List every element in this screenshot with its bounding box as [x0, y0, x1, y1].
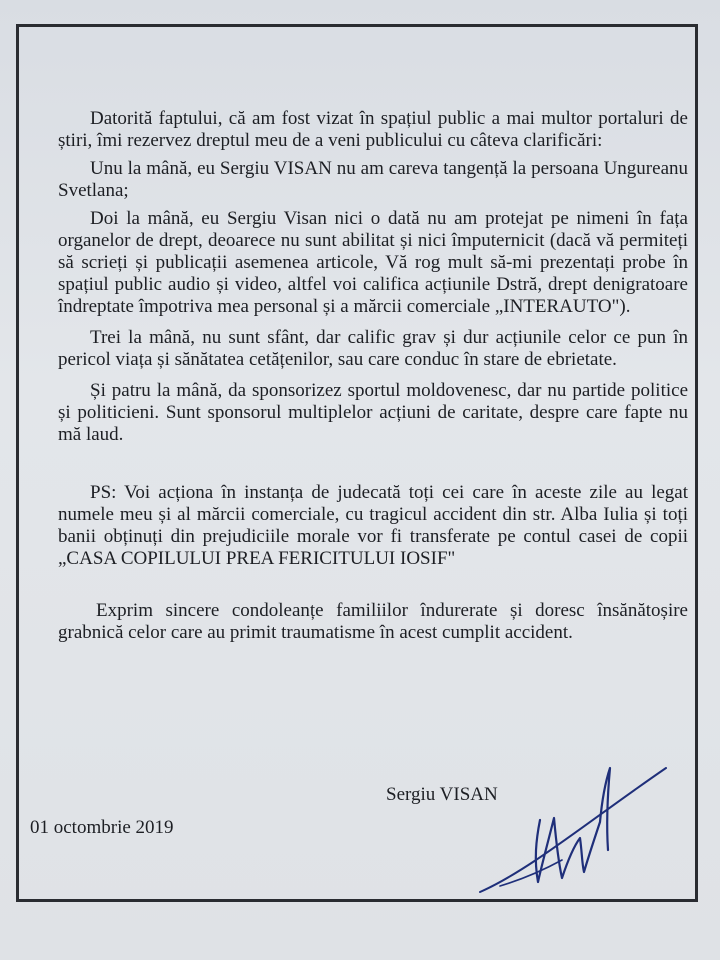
- paragraph-point-2: Doi la mână, eu Sergiu Visan nici o dată nu am protejat pe nimeni în fața organelor de drept, deoarece nu sunt abilitat și nici împuternicit (dacă vă permiteți să scrieți și publicații asemenea articole, Vă rog mult să-mi prezentați probe în spațiul public audio și video, altfel voi califica acțiunile Dstră, drept denigratoare îndreptate împotriva mea personal și a mărcii comerciale „INTERAUTO").: [58, 208, 688, 317]
- signatory-name: Sergiu VISAN: [386, 784, 498, 805]
- document-body: [58, 108, 688, 644]
- paragraph-point-3: Trei la mână, nu sunt sfânt, dar calific grav și dur acțiunile celor ce pun în pericol viața și sănătatea cetățenilor, sau care conduc în stare de ebrietate.: [58, 327, 688, 370]
- paragraph-intro: Datorită faptului, că am fost vizat în spațiul public a mai multor portaluri de știri, îmi rezervez dreptul meu de a veni publicului cu câteva clarificări:: [58, 108, 688, 151]
- document-date: 01 octombrie 2019: [30, 817, 174, 838]
- handwritten-signature-icon: [470, 760, 670, 900]
- paragraph-condolences: Exprim sincere condoleanțe familiilor îndurerate și doresc însănătoșire grabnică celor care au primit traumatisme în acest cumplit accident.: [58, 600, 688, 643]
- paragraph-point-1: Unu la mână, eu Sergiu VISAN nu am careva tangență la persoana Ungureanu Svetlana;: [58, 158, 688, 201]
- paragraph-point-4: Și patru la mână, da sponsorizez sportul moldovenesc, dar nu partide politice și politicieni. Sunt sponsorul multiplelor acțiuni de caritate, despre care fapte nu mă laud.: [58, 380, 688, 445]
- paragraph-ps: PS: Voi acționa în instanța de judecată toți cei care în aceste zile au legat numele meu și al mărcii comerciale, cu tragicul accident din str. Alba Iulia și toți banii obținuți din prejudiciile morale vor fi transferate pe contul casei de copii „CASA COPILULUI PREA FERICITULUI IOSIF": [58, 482, 688, 569]
